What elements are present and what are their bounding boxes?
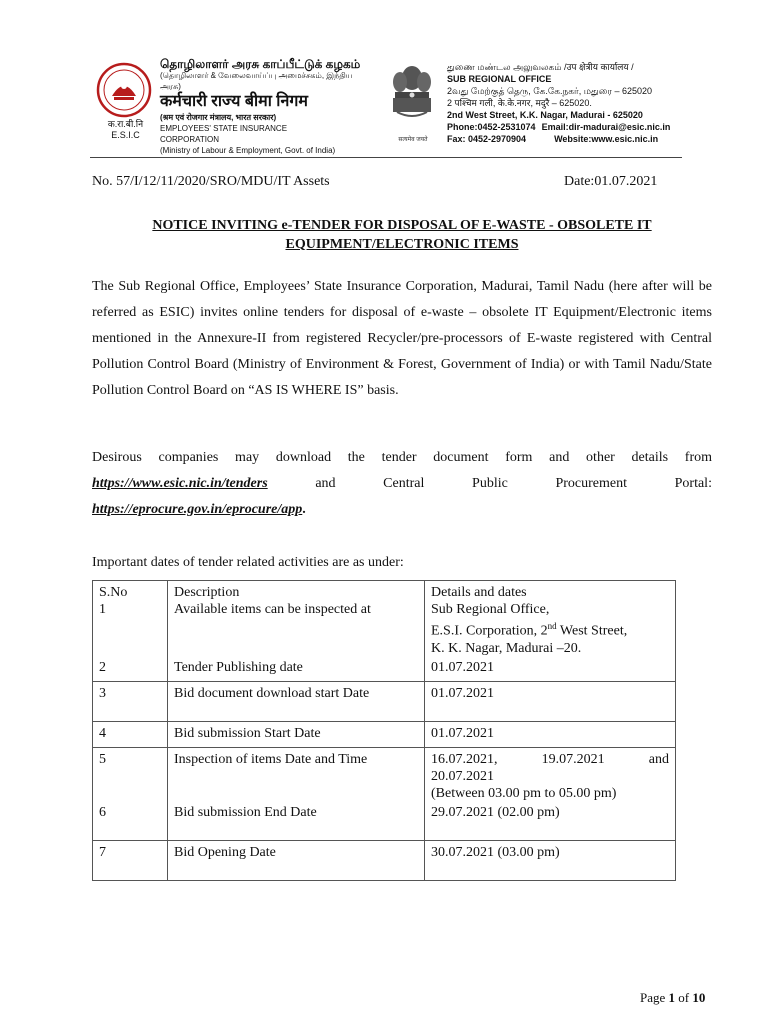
- header-sno: S.No: [93, 581, 168, 602]
- document-date: Date:01.07.2021: [564, 174, 658, 189]
- tamil-ministry: (தொழிலாளர் & வேலைவாய்ப்பு அமைச்சகம், இந்திய அரசு): [160, 71, 353, 91]
- page-footer: [640, 990, 705, 1006]
- notice-title: NOTICE INVITING e-TENDER FOR DISPOSAL OF E-WASTE - OBSOLETE IT EQUIPMENT/ELECTRONIC ITEMS: [152, 218, 652, 252]
- english-org-name-1: EMPLOYEES' STATE INSURANCE: [160, 124, 288, 133]
- row-sno: 2: [93, 659, 168, 682]
- row-sno: 6: [93, 804, 168, 841]
- table-row: [93, 840, 676, 880]
- phone-number: Phone:0452-2531074: [447, 122, 536, 132]
- office-name-english: SUB REGIONAL OFFICE: [447, 74, 552, 84]
- header-description: Description: [168, 581, 425, 602]
- row-description: Bid Opening Date: [168, 840, 425, 880]
- address-hindi: 2 पश्चिम गली, के.के.नगर, मदुरै – 625020.: [447, 98, 592, 108]
- detail-line: [431, 618, 669, 640]
- row-sno: 7: [93, 840, 168, 880]
- download-line-2: [92, 471, 712, 497]
- row-sno: 4: [93, 721, 168, 747]
- hindi-org-title: कर्मचारी राज्य बीमा निगम: [160, 93, 308, 110]
- website[interactable]: Website:www.esic.nic.in: [554, 134, 659, 144]
- esic-logo-icon: [96, 62, 152, 118]
- download-line-3: [92, 497, 712, 523]
- row-details: 01.07.2021: [425, 721, 676, 747]
- esic-tenders-link[interactable]: https://www.esic.nic.in/tenders: [92, 476, 268, 491]
- table-row: [93, 601, 676, 659]
- row-sno: 5: [93, 747, 168, 804]
- email-address[interactable]: Email:dir-madurai@esic.nic.in: [541, 122, 671, 132]
- of-word: of: [678, 990, 690, 1005]
- fax-number: Fax: 0452-2970904: [447, 134, 527, 144]
- table-row: [93, 721, 676, 747]
- hindi-ministry: (श्रम एवं रोजगार मंत्रालय, भारत सरकार): [160, 113, 277, 122]
- row-sno: 1: [93, 601, 168, 659]
- word-central: Central: [383, 476, 425, 491]
- ashoka-emblem-icon: [387, 60, 437, 132]
- abbr-hindi: क.रा.बी.नि: [107, 119, 144, 129]
- emblem-caption: सत्यमेव जयते: [398, 137, 428, 143]
- row-details: [425, 747, 676, 804]
- row-description: Available items can be inspected at: [168, 601, 425, 659]
- english-ministry: (Ministry of Labour & Employment, Govt. of India): [160, 146, 336, 155]
- table-row: [93, 681, 676, 721]
- row-details: 30.07.2021 (03.00 pm): [425, 840, 676, 880]
- office-name-regional: துணை மண்டல அலுவலகம் /उप क्षेत्रीय कार्यालय /: [447, 62, 634, 72]
- row-description: Tender Publishing date: [168, 659, 425, 682]
- date-1: 16.07.2021,: [431, 751, 498, 767]
- address-english: 2nd West Street, K.K. Nagar, Madurai - 625020: [447, 110, 643, 120]
- page-number: 1: [668, 990, 676, 1005]
- word-public: Public: [472, 476, 508, 491]
- important-dates-table: [92, 580, 676, 881]
- row-description: Bid submission Start Date: [168, 721, 425, 747]
- eprocure-link[interactable]: https://eprocure.gov.in/eprocure/app: [92, 502, 303, 517]
- word-and: and: [315, 476, 336, 491]
- detail-line: [431, 751, 669, 768]
- page-total: 10: [692, 990, 706, 1005]
- row-details: 01.07.2021: [425, 659, 676, 682]
- word-and: and: [648, 751, 669, 767]
- intro-paragraph: The Sub Regional Office, Employees’ State Insurance Corporation, Madurai, Tamil Nadu (here after will be referred as ESIC) invites online tenders for disposal of e-waste – obsolete IT Equipment/Electronic items mentioned in the Annexure-II from registered Recycler/pre-processors of E-waste registered with Central Pollution Control Board (Ministry of Environment & Forest, Government of India) or with Tamil Nadu/State Pollution Control Board on “AS IS WHERE IS” basis.: [92, 279, 712, 398]
- header-right-block: [447, 61, 670, 145]
- date-2: 19.07.2021: [541, 751, 605, 767]
- header-divider: [90, 157, 682, 158]
- detail-line: (Between 03.00 pm to 05.00 pm): [431, 785, 617, 801]
- word-procurement: Procurement: [555, 476, 627, 491]
- row-details: 29.07.2021 (02.00 pm): [425, 804, 676, 841]
- word-portal: Portal:: [674, 476, 712, 491]
- row-description: Bid submission End Date: [168, 804, 425, 841]
- page-word: Page: [640, 990, 666, 1005]
- english-org-name-2: CORPORATION: [160, 135, 219, 144]
- detail-text: E.S.I. Corporation, 2: [431, 623, 548, 639]
- national-emblem: [387, 60, 437, 132]
- download-line-1: Desirous companies may download the tender document form and other details from: [92, 450, 712, 465]
- dates-intro: Important dates of tender related activities are as under:: [92, 555, 404, 570]
- header-details: Details and dates: [425, 581, 676, 602]
- detail-line: 20.07.2021: [431, 768, 494, 784]
- table-header-row: [93, 581, 676, 602]
- esic-abbreviation: [98, 119, 153, 141]
- row-details: 01.07.2021: [425, 681, 676, 721]
- table-row: [93, 804, 676, 841]
- row-description: Inspection of items Date and Time: [168, 747, 425, 804]
- contact-row-1: [447, 121, 670, 133]
- contact-row-2: [447, 133, 670, 145]
- download-paragraph: [92, 445, 712, 523]
- table-row: [93, 747, 676, 804]
- header-left-block: [160, 59, 360, 156]
- tamil-org-title: தொழிலாளர் அரசு காப்பீட்டுக் கழகம்: [160, 57, 361, 71]
- abbr-english: E.S.I.C: [111, 130, 140, 140]
- address-tamil: 2வது மேற்குத் தெரு, கே.கே.நகர், மதுரை – 625020: [447, 86, 652, 96]
- row-description: Bid document download start Date: [168, 681, 425, 721]
- table-row: [93, 659, 676, 682]
- esic-logo: [96, 62, 152, 118]
- row-sno: 3: [93, 681, 168, 721]
- detail-line: Sub Regional Office,: [431, 602, 550, 617]
- reference-number: No. 57/I/12/11/2020/SRO/MDU/IT Assets: [92, 174, 330, 189]
- link-period: .: [302, 502, 306, 517]
- ordinal-suffix: nd: [547, 621, 557, 631]
- row-details: [425, 601, 676, 659]
- detail-text: West Street,: [556, 623, 628, 639]
- detail-line: K. K. Nagar, Madurai –20.: [431, 640, 582, 656]
